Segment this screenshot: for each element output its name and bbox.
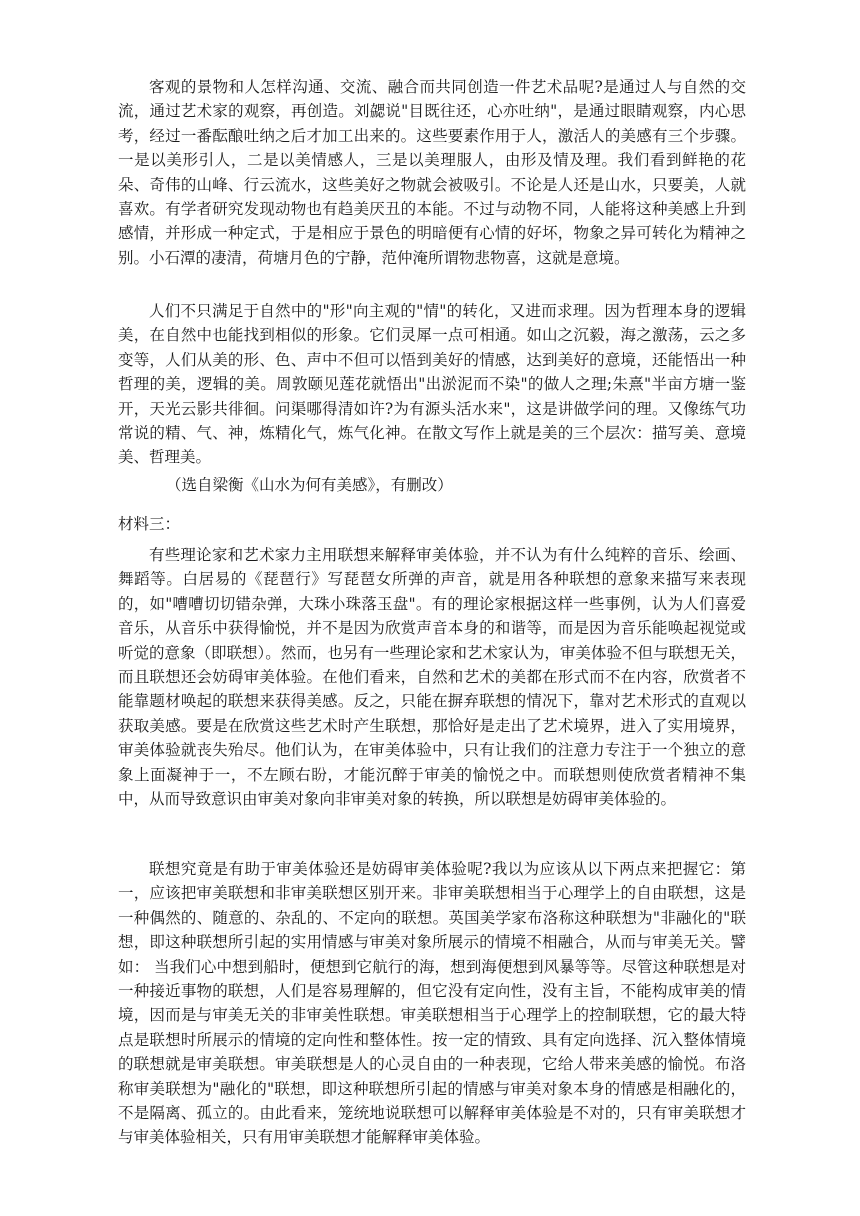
paragraph-landscape-aesthetics: 客观的景物和人怎样沟通、交流、融合而共同创造一件艺术品呢?是通过人与自然的交流，通过艺术家的观察，再创造。刘勰说"目既往还，心亦吐纳"，是通过眼睛观察，内心思考，经过一番酝酿吐纳之后才加工出来的。这些要素作用于人，激活人的美感有三个步骤。一是以美形引人，二是以美情感人，三是以美理服人，由形及情及理。我们看到鲜艳的花朵、奇伟的山峰、行云流水，这些美好之物就会被吸引。不论是人还是山水，只要美，人就喜欢。有学者研究发现动物也有趋美厌丑的本能。不过与动物不同，人能将这种美感上升到感情，并形成一种定式，于是相应于景色的明暗便有心情的好坏，物象之异可转化为精神之别。小石潭的凄清，荷塘月色的宁静，范仲淹所谓物悲物喜，这就是意境。 — [118, 78, 746, 267]
source-citation: （选自梁衡《山水为何有美感》，有删改） — [166, 476, 453, 494]
section-heading-material-three: 材料三： — [118, 515, 181, 533]
paragraph-association-debate: 有些理论家和艺术家力主用联想来解释审美体验，并不认为有什么纯粹的音乐、绘画、舞蹈等。白居易的《琵琶行》写琵琶女所弹的声音，就是用各种联想的意象来描写来表现的，如"嘈嘈切切错杂弹，大珠小珠落玉盘"。有的理论家根据这样一些事例，认为人们喜爱音乐，从音乐中获得愉悦，并不是因为欣赏声音本身的和谐等，而是因为音乐能唤起视觉或听觉的意象（即联想）。然而，也另有一些理论家和艺术家认为，审美体验不但与联想无关，而且联想还会妨碍审美体验。在他们看来，自然和艺术的美都在形式而不在内容，欣赏者不能靠题材唤起的联想来获得美感。反之，只能在摒弃联想的情况下，靠对艺术形式的直观以获取美感。要是在欣赏这些艺术时产生联想，那恰好是走出了艺术境界，进入了实用境界，审美体验就丧失殆尽。他们认为，在审美体验中，只有让我们的注意力专注于一个独立的意象上面凝神于一，不左顾右盼，才能沉醉于审美的愉悦之中。而联想则使欣赏者精神不集中，从而导致意识由审美对象向非审美对象的转换，所以联想是妨碍审美体验的。 — [118, 546, 746, 809]
paragraph-philosophical-beauty: 人们不只满足于自然中的"形"向主观的"情"的转化，又进而求理。因为哲理本身的逻辑美，在自然中也能找到相似的形象。它们灵犀一点可相通。如山之沉毅，海之激荡，云之多变等，人们从美的形、色、声中不但可以悟到美好的情感，达到美好的意境，还能悟出一种哲理的美，逻辑的美。周敦颐见莲花就悟出"出淤泥而不染"的做人之理;朱熹"半亩方塘一鉴开，天光云影共徘徊。问渠哪得清如许?为有源头活水来"，这是讲做学问的理。又像练气功常说的精、气、神，炼精化气，炼气化神。在散文写作上就是美的三个层次：描写美、意境美、哲理美。 — [118, 302, 746, 467]
paragraph-aesthetic-association: 联想究竟是有助于审美体验还是妨碍审美体验呢?我以为应该从以下两点来把握它：第一，应该把审美联想和非审美联想区别开来。非审美联想相当于心理学上的自由联想，这是一种偶然的、随意的、杂乱的、不定向的联想。英国美学家布洛称这种联想为"非融化的"联想，即这种联想所引起的实用情感与审美对象所展示的情境不相融合，从而与审美无关。譬如： 当我们心中想到船时，便想到它航行的海，想到海便想到风暴等等。尽管这种联想是对一种接近事物的联想，人们是容易理解的，但它没有定向性，没有主旨，不能构成审美的情境，因而是与审美无关的非审美性联想。审美联想相当于心理学上的控制联想，它的最大特点是联想时所展示的情境的定向性和整体性。按一定的情致、具有定向选择、沉入整体情境的联想就是审美联想。审美联想是人的心灵自由的一种表现，它给人带来美感的愉悦。布洛称审美联想为"融化的"联想，即这种联想所引起的情感与审美对象本身的情感是相融化的，不是隔离、孤立的。由此看来，笼统地说联想可以解释审美体验是不对的，只有审美联想才与审美体验相关，只有用审美联想才能解释审美体验。 — [118, 860, 746, 1147]
